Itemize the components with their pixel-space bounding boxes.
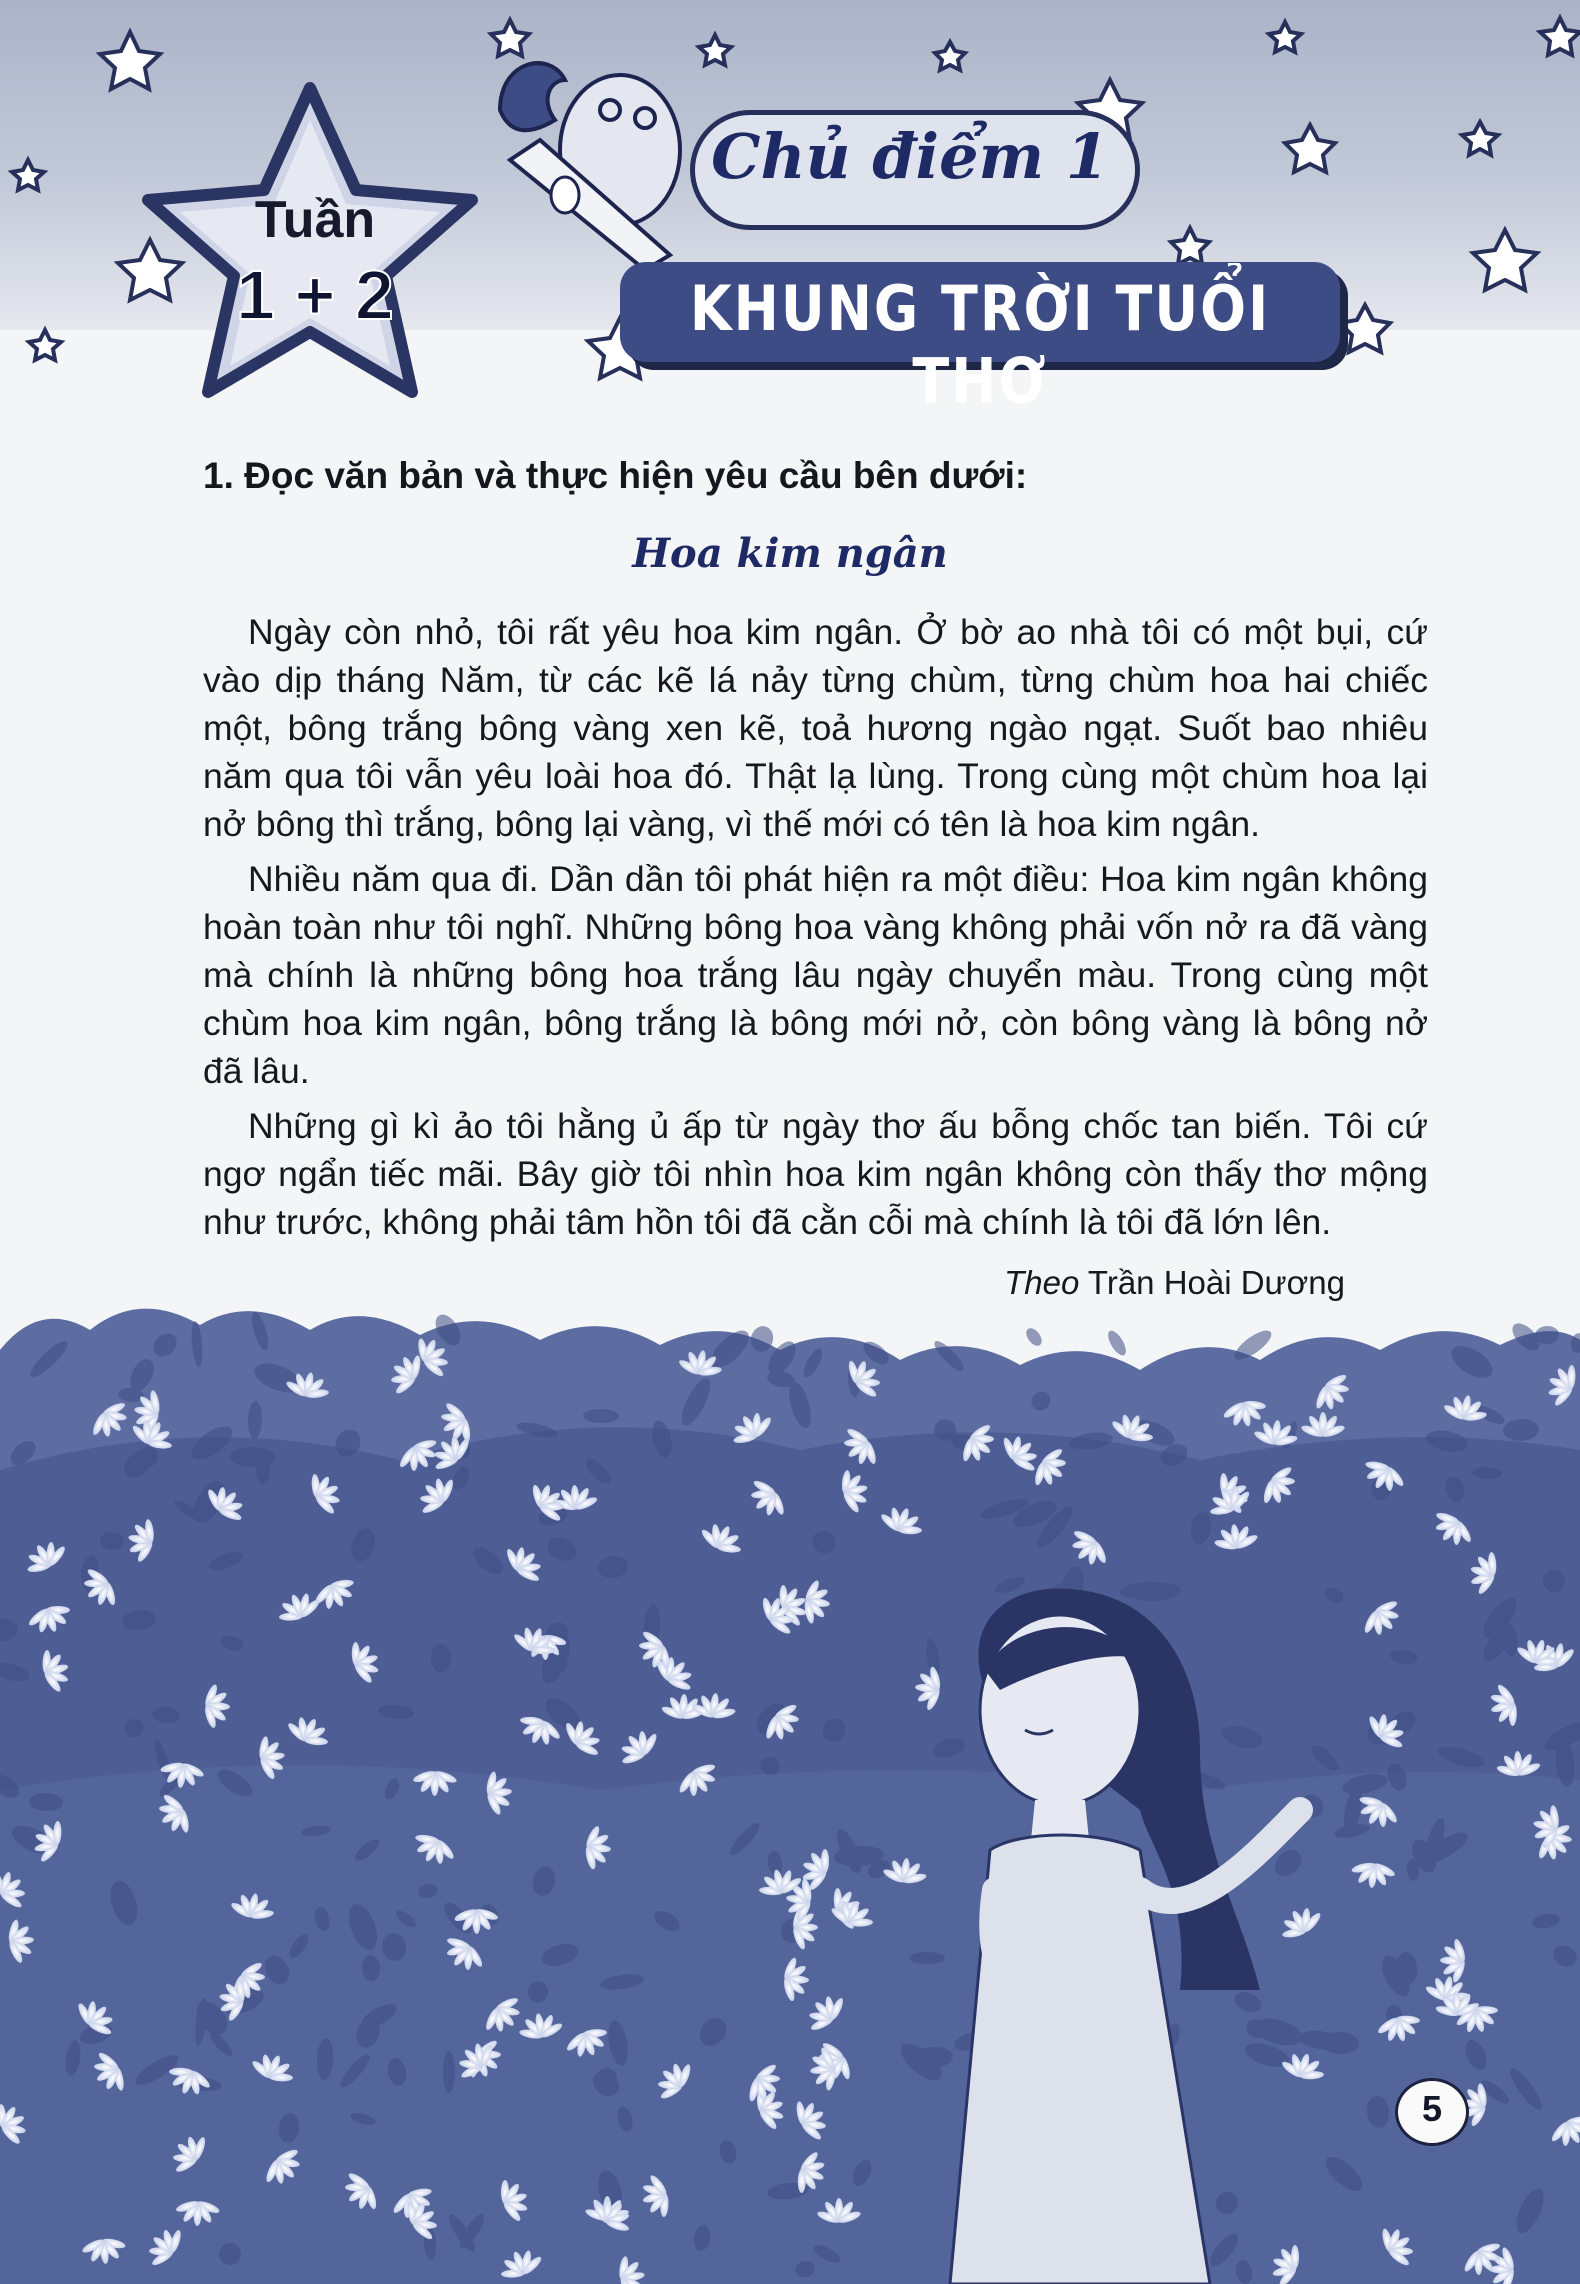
exercise-heading: 1. Đọc văn bản và thực hiện yêu cầu bên dưới: [203,455,1028,496]
star-icon [1171,228,1209,264]
star-icon [699,35,731,65]
surfing-mascot-illustration [470,40,700,280]
leaf-shape [1023,1325,1045,1348]
reading-title: Hoa kim ngân [632,530,948,577]
week-number: 1 + 2 [236,256,394,334]
paragraph: Nhiều năm qua đi. Dần dần tôi phát hiện ra một điều: Hoa kim ngân không hoàn toàn như tôi nghĩ. Những bông hoa vàng không phải vốn nở ra đã vàng mà chính là những bông hoa trắng lâu ngày chuyển màu. Trong cùng một chùm hoa kim ngân, bông trắng là bông mới nở, còn bông vàng là bông nở đã lâu. [203,859,1428,1091]
honeysuckle-garden-illustration [0,1290,1580,2284]
reading-passage [203,608,1428,1253]
attribution-author: Trần Hoài Dương [1087,1264,1345,1301]
star-icon [1462,122,1498,155]
star-icon [935,42,965,70]
paragraph: Ngày còn nhỏ, tôi rất yêu hoa kim ngân. Ở bờ ao nhà tôi có một bụi, cứ vào dịp tháng Năm, từ các kẽ lá nảy từng chùm, từng chùm hoa hai chiếc một, bông trắng bông vàng xen kẽ, toả hương ngào ngạt. Suốt bao nhiêu năm qua tôi vẫn yêu loài hoa đó. Thật lạ lùng. Trong cùng một chùm hoa lại nở bông thì trắng, bông lại vàng, vì thế mới có tên là hoa kim ngân. [203,612,1428,844]
chapter-title: KHUNG TRỜI TUỔI THƠ [689,272,1271,418]
leaf-shape [1105,1328,1130,1358]
week-label: Tuần [254,191,376,249]
page-number: 5 [1421,2088,1443,2129]
star-icon [1285,125,1335,172]
star-icon [1269,22,1301,52]
star-icon [1473,230,1537,290]
star-icon [12,160,44,190]
star-icon [1540,18,1580,55]
star-icon [1340,305,1390,352]
leaf-shape [909,1952,945,1964]
paragraph: Những gì kì ảo tôi hằng ủ ấp từ ngày thơ ấu bỗng chốc tan biến. Tôi cứ ngơ ngẩn tiếc mãi. Bây giờ tôi nhìn hoa kim ngân không còn thấy thơ mộng như trước, không phải tâm hồn tôi đã cằn cỗi mà chính là tôi đã lớn lên. [203,1106,1428,1242]
attribution-prefix: Theo [1004,1264,1080,1301]
star-icon [29,330,61,360]
chapter-label: Chủ điểm 1 [711,120,1109,193]
leaf-shape [443,2051,455,2093]
